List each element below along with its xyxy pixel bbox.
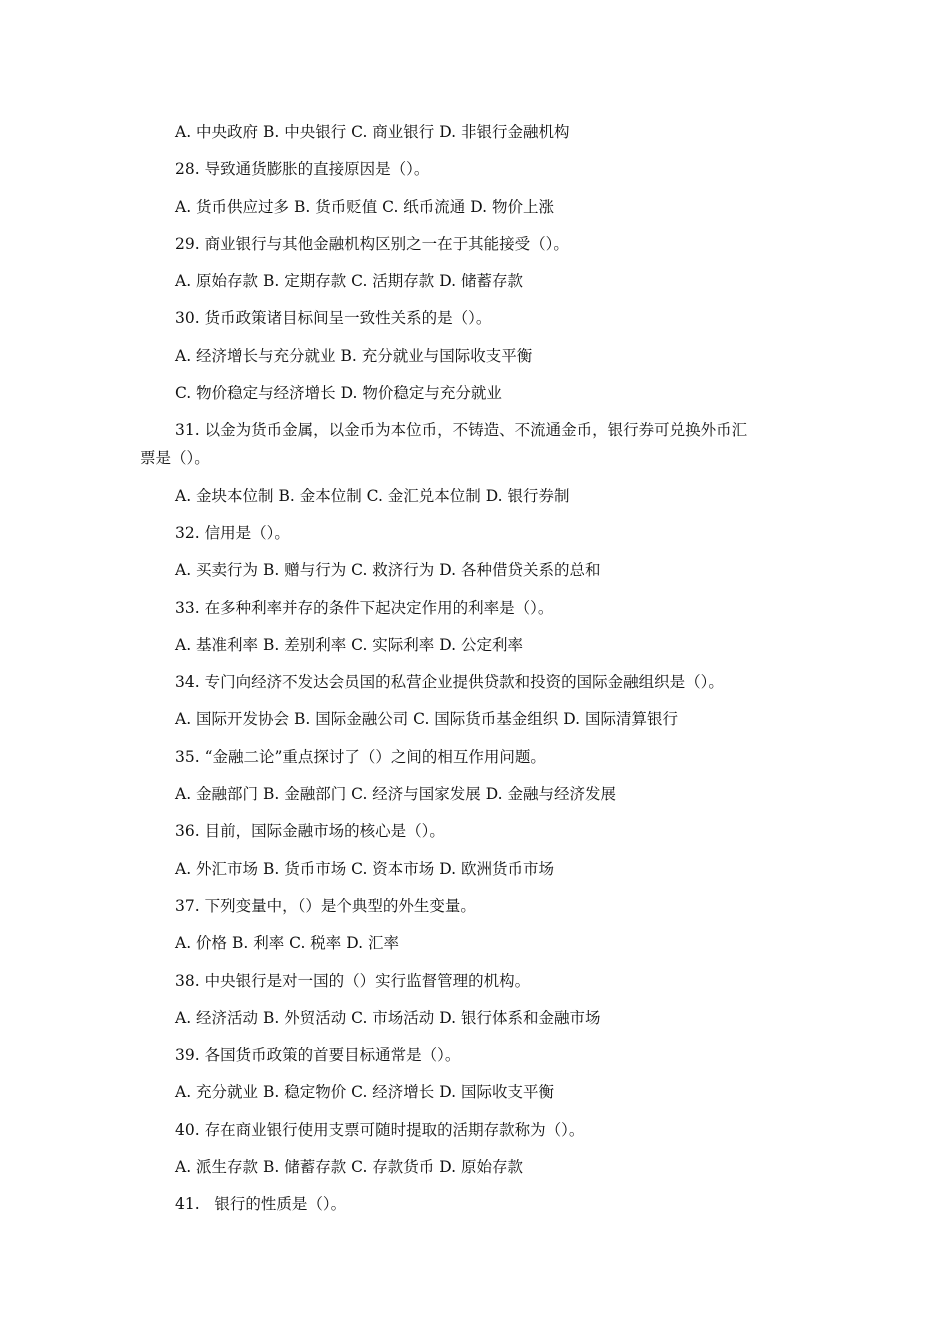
option-line: A. 外汇市场 B. 货币市场 C. 资本市场 D. 欧洲货币市场 — [175, 859, 554, 878]
option-line: C. 物价稳定与经济增长 D. 物价稳定与充分就业 — [175, 384, 502, 403]
option-line: A. 金块本位制 B. 金本位制 C. 金汇兑本位制 D. 银行券制 — [175, 486, 570, 505]
question-list — [140, 118, 810, 1228]
question-36: 36. 目前，国际金融市场的核心是（）。 — [175, 822, 445, 841]
question-37: 37. 下列变量中，（）是个典型的外生变量。 — [175, 896, 476, 915]
option-line: A. 经济增长与充分就业 B. 充分就业与国际收支平衡 — [175, 346, 533, 365]
option-line: A. 经济活动 B. 外贸活动 C. 市场活动 D. 银行体系和金融市场 — [175, 1008, 601, 1027]
question-31: 31. 以金为货币金属，以金币为本位币，不铸造、不流通金币，银行券可兑换外币汇 — [175, 421, 748, 440]
option-line: A. 货币供应过多 B. 货币贬值 C. 纸币流通 D. 物价上涨 — [175, 197, 554, 216]
option-line: A. 金融部门 B. 金融部门 C. 经济与国家发展 D. 金融与经济发展 — [175, 785, 616, 804]
option-line: A. 派生存款 B. 储蓄存款 C. 存款货币 D. 原始存款 — [175, 1158, 523, 1177]
question-40: 40. 存在商业银行使用支票可随时提取的活期存款称为（）。 — [175, 1120, 585, 1139]
question-34: 34. 专门向经济不发达会员国的私营企业提供贷款和投资的国际金融组织是（）。 — [175, 673, 724, 692]
question-35: 35. “金融二论”重点探讨了（）之间的相互作用问题。 — [175, 747, 546, 766]
question-38: 38. 中央银行是对一国的（）实行监督管理的机构。 — [175, 971, 531, 990]
question-29: 29. 商业银行与其他金融机构区别之一在于其能接受（）。 — [175, 234, 569, 253]
question-31-continued: 票是（）。 — [140, 449, 210, 468]
question-41: 41. 银行的性质是（）。 — [175, 1195, 347, 1214]
question-32: 32. 信用是（）。 — [175, 523, 290, 542]
option-line: A. 基准利率 B. 差别利率 C. 实际利率 D. 公定利率 — [175, 635, 523, 654]
option-line: A. 充分就业 B. 稳定物价 C. 经济增长 D. 国际收支平衡 — [175, 1083, 554, 1102]
question-33: 33. 在多种利率并存的条件下起决定作用的利率是（）。 — [175, 598, 554, 617]
option-line: A. 国际开发协会 B. 国际金融公司 C. 国际货币基金组织 D. 国际清算银行 — [175, 710, 678, 729]
option-line: A. 价格 B. 利率 C. 税率 D. 汇率 — [175, 934, 399, 953]
option-line: A. 原始存款 B. 定期存款 C. 活期存款 D. 储蓄存款 — [175, 272, 523, 291]
question-28: 28. 导致通货膨胀的直接原因是（）。 — [175, 160, 430, 179]
question-39: 39. 各国货币政策的首要目标通常是（）。 — [175, 1046, 461, 1065]
option-line: A. 中央政府 B. 中央银行 C. 商业银行 D. 非银行金融机构 — [175, 123, 570, 141]
option-line: A. 买卖行为 B. 赠与行为 C. 救济行为 D. 各种借贷关系的总和 — [175, 561, 601, 580]
question-30: 30. 货币政策诸目标间呈一致性关系的是（）。 — [175, 309, 492, 328]
